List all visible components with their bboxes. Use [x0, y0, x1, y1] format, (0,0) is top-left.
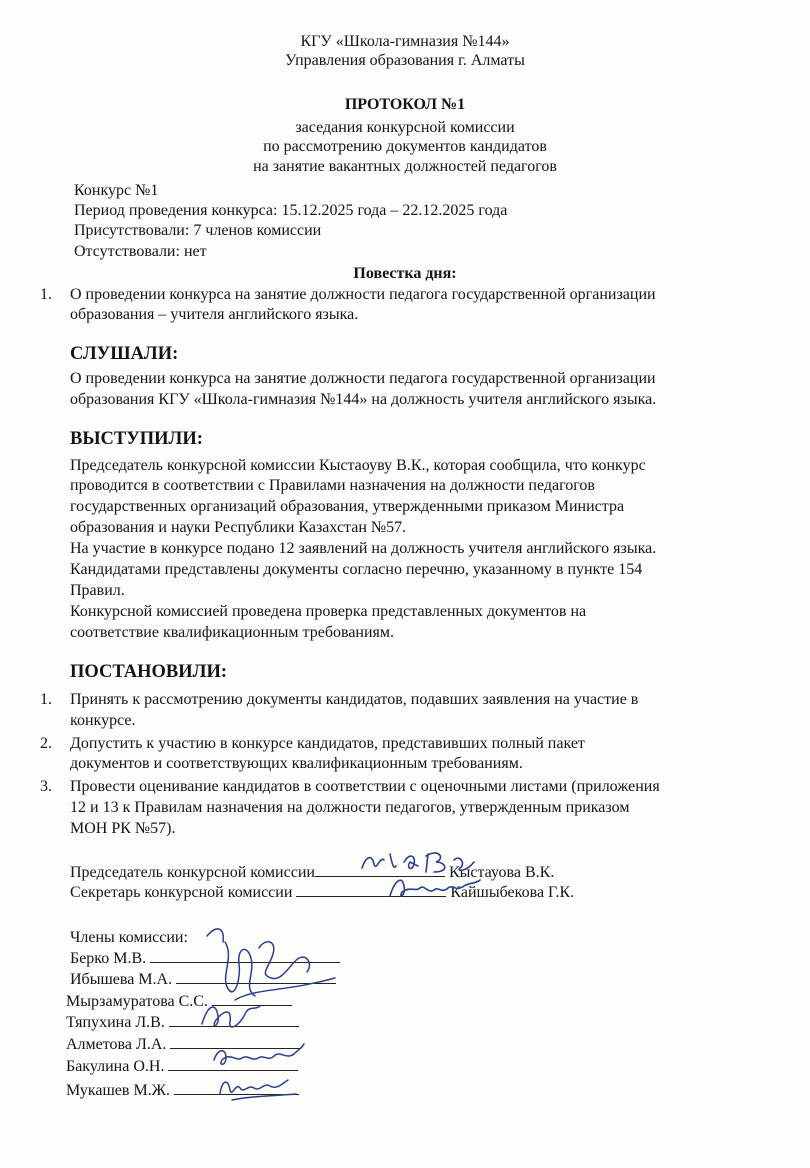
member-name: Ибышева М.А.: [70, 971, 173, 988]
spoke-line: соответствие квалификационным требованиям.: [70, 624, 395, 641]
member-signature-line: [170, 1034, 300, 1049]
protocol-subtitle-2: по рассмотрению документов кандидатов: [263, 138, 547, 155]
decided-item-line: Допустить к участию в конкурсе кандидатов, представивших полный пакет: [70, 735, 585, 752]
member-signature-line: [168, 1056, 298, 1071]
chair-label: Председатель конкурсной комиссии: [70, 864, 315, 881]
decided-item-line: конкурсе.: [70, 712, 136, 729]
member-name: Алметова Л.А.: [66, 1036, 167, 1053]
agenda-item-line: О проведении конкурса на занятие должности педагога государственной организации: [70, 286, 656, 303]
decided-item-number: 2.: [40, 735, 52, 752]
agenda-item-line: образования – учителя английского языка.: [70, 306, 359, 323]
decided-item-line: Провести оценивание кандидатов в соответствии с оценочными листами (приложения: [70, 778, 660, 795]
member-signature-line: [174, 1080, 299, 1095]
member-name: Мырзамуратова С.С.: [66, 993, 208, 1010]
secretary-signature-line: [296, 882, 446, 897]
decided-item-number: 3.: [40, 778, 52, 795]
spoke-line: проводится в соответствии с Правилами назначения на должности педагогов: [70, 477, 595, 494]
decided-item-number: 1.: [40, 691, 52, 708]
spoke-line: образования и науки Республики Казахстан №57.: [70, 519, 407, 536]
chair-signature-row: [70, 862, 554, 882]
member-row: [66, 1056, 298, 1076]
member-signature-line: [169, 1012, 299, 1027]
member-name: Берко М.В.: [70, 950, 147, 967]
attendance-present: Присутствовали: 7 членов комиссии: [74, 222, 322, 239]
member-signature-line: [150, 948, 340, 963]
member-name: Мукашев М.Ж.: [66, 1082, 170, 1099]
secretary-signature-row: [70, 882, 574, 902]
spoke-line: Правил.: [70, 582, 125, 599]
spoke-line: государственных организаций образования, утвержденными приказом Министра: [70, 498, 625, 515]
agenda-item-number: 1.: [40, 286, 52, 303]
member-signature-line: [176, 969, 336, 984]
member-name: Тяпухина Л.В.: [66, 1014, 165, 1031]
spoke-line: На участие в конкурсе подано 12 заявлений на должность учителя английского языка.: [70, 540, 657, 557]
agenda-heading: Повестка дня:: [353, 265, 457, 282]
heard-line: О проведении конкурса на занятие должности педагога государственной организации: [70, 370, 656, 387]
member-signature-line: [212, 991, 292, 1006]
member-row: [66, 1080, 299, 1100]
secretary-name: Кайшыбекова Г.К.: [450, 884, 575, 901]
decided-item-line: МОН РК №57).: [70, 820, 176, 837]
secretary-label: Секретарь конкурсной комиссии: [70, 884, 293, 901]
org-name: КГУ «Школа-гимназия №144»: [300, 33, 510, 50]
decided-heading: ПОСТАНОВИЛИ:: [70, 662, 227, 682]
spoke-line: Конкурсной комиссией проведена проверка представленных документов на: [70, 603, 587, 620]
member-row: [66, 1034, 300, 1054]
spoke-heading: ВЫСТУПИЛИ:: [70, 429, 203, 449]
chair-signature-line: [315, 862, 445, 877]
heard-heading: СЛУШАЛИ:: [70, 344, 179, 364]
members-label: Члены комиссии:: [70, 929, 188, 946]
protocol-title: ПРОТОКОЛ №1: [344, 96, 466, 113]
chair-name: Кыстауова В.К.: [448, 864, 555, 881]
contest-number: Конкурс №1: [74, 182, 159, 199]
spoke-line: Кандидатами представлены документы согласно перечню, указанному в пункте 154: [70, 561, 643, 578]
protocol-subtitle-1: заседания конкурсной комиссии: [295, 119, 515, 136]
decided-item-line: документов и соответствующих квалификационным требованиям.: [70, 755, 523, 772]
member-row: [66, 1012, 299, 1032]
member-row: [70, 948, 340, 968]
attendance-absent: Отсутствовали: нет: [74, 243, 207, 260]
dept-name: Управления образования г. Алматы: [285, 52, 525, 69]
contest-period: Период проведения конкурса: 15.12.2025 года – 22.12.2025 года: [74, 202, 508, 219]
member-row: [70, 969, 336, 989]
decided-item-line: 12 и 13 к Правилам назначения на должности педагогов, утвержденным приказом: [70, 799, 630, 816]
member-name: Бакулина О.Н.: [66, 1058, 165, 1075]
decided-item-line: Принять к рассмотрению документы кандидатов, подавших заявления на участие в: [70, 691, 639, 708]
heard-line: образования КГУ «Школа-гимназия №144» на должность учителя английского языка.: [70, 391, 657, 408]
spoke-line: Председатель конкурсной комиссии Кыстаоуву В.К., которая сообщила, что конкурс: [70, 457, 646, 474]
member-row: [66, 991, 292, 1011]
protocol-subtitle-3: на занятие вакантных должностей педагогов: [253, 158, 557, 175]
